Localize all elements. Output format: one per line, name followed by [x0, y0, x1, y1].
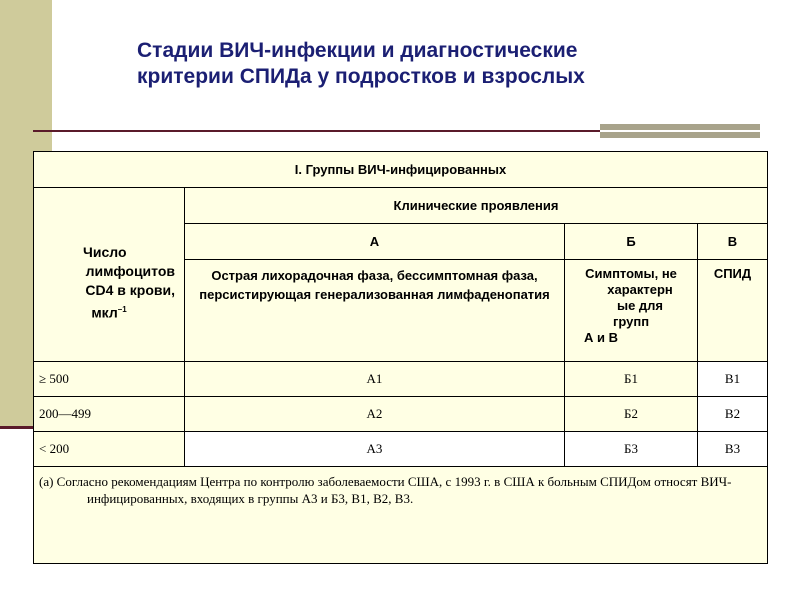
- table-row: [34, 432, 768, 467]
- group-b-header: Б: [565, 224, 698, 260]
- stage-c-cell: В2: [698, 397, 768, 432]
- cd4-range-cell: < 200: [34, 432, 185, 467]
- footnote-line-2: инфицированных, входящих в группы А3 и Б3, В1, В2, В3.: [87, 491, 414, 506]
- group-c-description: СПИД: [698, 260, 768, 362]
- group-b-description-line-1: Симптомы, не: [585, 266, 677, 281]
- group-b-description-line-4: групп: [612, 314, 650, 329]
- group-b-description-line-5: А и В: [584, 330, 618, 345]
- group-b-description-line-3: ые для: [616, 298, 664, 313]
- group-b-description: [565, 260, 698, 362]
- cd4-header-unit: мкл: [91, 304, 118, 321]
- cd4-header-unit-exponent: –1: [117, 305, 127, 315]
- group-a-header: А: [185, 224, 565, 260]
- cd4-range-cell: 200—499: [34, 397, 185, 432]
- cd4-header-line-3: CD4 в крови,: [85, 282, 175, 299]
- side-bar-accent-line: [0, 426, 34, 429]
- slide-title: [137, 38, 697, 90]
- slide-title-line-2: критерии СПИДа у подростков и взрослых: [137, 65, 585, 88]
- stage-b-cell: Б2: [565, 397, 698, 432]
- cd4-count-header-cell: [34, 188, 185, 362]
- slide-title-line-1: Стадии ВИЧ-инфекции и диагностические: [137, 39, 578, 62]
- stage-a-cell: А2: [185, 397, 565, 432]
- cd4-range-cell: ≥ 500: [34, 362, 185, 397]
- footnote-cell: [34, 467, 768, 564]
- group-a-description: Острая лихорадочная фаза, бессимптомная фаза, персистирующая генерализованная лимфаденопатия: [185, 260, 565, 362]
- stage-c-cell: В3: [698, 432, 768, 467]
- divider-accent-block: [600, 124, 760, 138]
- stage-c-cell: В1: [698, 362, 768, 397]
- section-header-cell: I. Группы ВИЧ-инфицированных: [34, 152, 768, 188]
- clinical-manifestations-header: Клинические проявления: [185, 188, 768, 224]
- stage-a-cell: А1: [185, 362, 565, 397]
- table-row: [34, 362, 768, 397]
- table-row: [34, 397, 768, 432]
- stage-b-cell: Б3: [565, 432, 698, 467]
- stage-b-cell: Б1: [565, 362, 698, 397]
- cd4-header-line-1: Число: [83, 244, 127, 261]
- cd4-header-line-2: лимфоцитов: [85, 263, 175, 280]
- stage-a-cell: А3: [185, 432, 565, 467]
- group-c-header: В: [698, 224, 768, 260]
- hiv-stages-table: [33, 151, 768, 564]
- footnote-line-1: (а) Согласно рекомендациям Центра по контролю заболеваемости США, с 1993 г. в США к больным СПИДом относят ВИЧ-: [39, 474, 732, 489]
- group-b-description-line-2: характерн: [607, 282, 673, 297]
